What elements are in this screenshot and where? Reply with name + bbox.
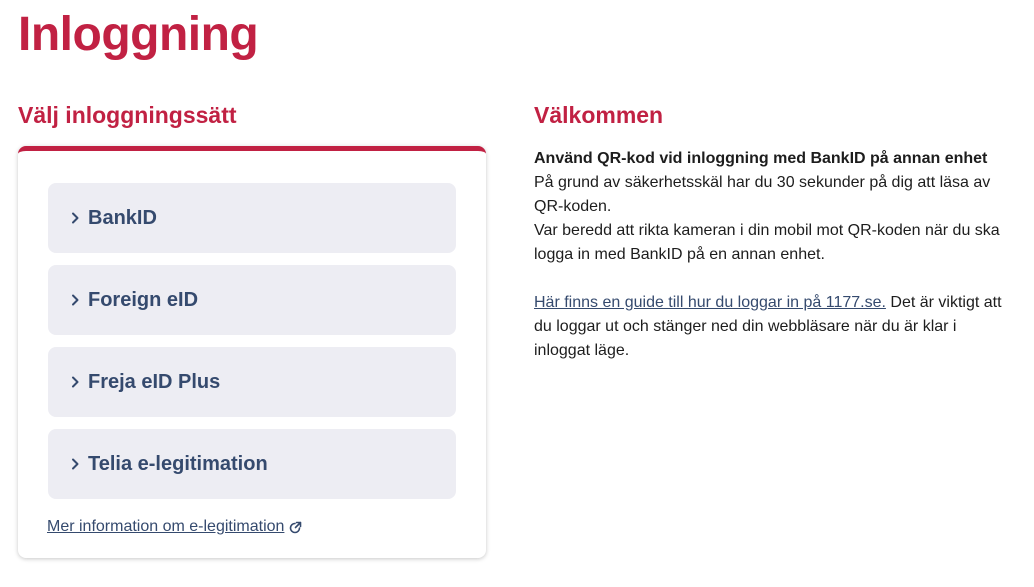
login-method-label: BankID <box>88 206 157 229</box>
chevron-right-icon <box>68 211 82 225</box>
chevron-right-icon <box>68 375 82 389</box>
login-methods-heading: Välj inloggningssätt <box>18 102 237 128</box>
welcome-lead: Använd QR-kod vid inloggning med BankID på annan enhet <box>534 150 988 167</box>
login-method-freja-eid-plus[interactable] <box>48 347 456 417</box>
welcome-text-qr-time: På grund av säkerhetsskäl har du 30 sekunder på dig att läsa av QR-koden. <box>534 174 991 215</box>
login-method-label: Telia e-legitimation <box>88 452 268 475</box>
login-method-foreign-eid[interactable] <box>48 265 456 335</box>
guide-text: Det är viktigt att du loggar ut och stänger ned din webbläsare när du är klar i inloggat läge. <box>534 294 1002 359</box>
login-method-telia[interactable] <box>48 429 456 499</box>
page-title: Inloggning <box>18 8 259 61</box>
login-method-list <box>48 183 456 511</box>
login-method-bankid[interactable] <box>48 183 456 253</box>
welcome-guide-paragraph <box>534 291 1004 363</box>
welcome-text-camera: Var beredd att rikta kameran i din mobil mot QR-koden när du ska logga in med BankID på en annan enhet. <box>534 222 1000 263</box>
login-method-label: Freja eID Plus <box>88 370 221 393</box>
chevron-right-icon <box>68 293 82 307</box>
more-info-eid-link[interactable] <box>47 518 302 536</box>
chevron-right-icon <box>68 457 82 471</box>
guide-link[interactable]: Här finns en guide till hur du loggar in på 1177.se. <box>534 294 886 311</box>
welcome-heading: Välkommen <box>534 102 664 128</box>
login-method-label: Foreign eID <box>88 288 199 311</box>
welcome-info <box>534 147 1004 363</box>
login-methods-card <box>18 146 486 558</box>
external-link-icon <box>289 521 302 534</box>
spacer <box>534 267 1004 291</box>
more-info-link-text: Mer information om e-legitimation <box>47 518 285 535</box>
